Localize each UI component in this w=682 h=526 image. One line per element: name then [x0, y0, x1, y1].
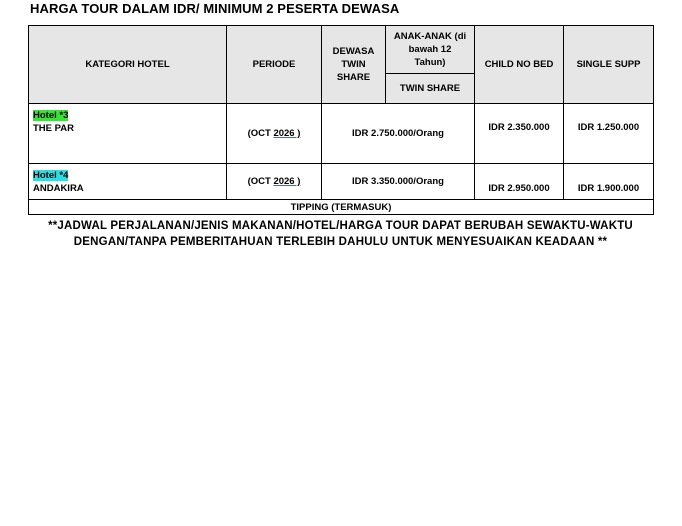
single-supp-price: IDR 1.250.000 — [564, 104, 654, 164]
hotel-cell — [29, 104, 227, 164]
period-prefix: (OCT — [247, 128, 274, 139]
header-anak-twin-share: TWIN SHARE — [386, 74, 475, 104]
twin-share-price: IDR 3.350.000/Orang — [322, 164, 475, 200]
hotel-name: ANDAKIRA — [33, 183, 84, 194]
disclaimer-line-1: **JADWAL PERJALANAN/JENIS MAKANAN/HOTEL/HARGA TOUR DAPAT BERUBAH SEWAKTU-WAKTU — [48, 220, 633, 232]
header-kategori-hotel: KATEGORI HOTEL — [29, 26, 227, 104]
header-child-no-bed: CHILD NO BED — [475, 26, 564, 104]
header-periode: PERIODE — [227, 26, 322, 104]
page-title: HARGA TOUR DALAM IDR/ MINIMUM 2 PESERTA DEWASA — [30, 1, 400, 16]
period-cell — [227, 104, 322, 164]
child-no-bed-price: IDR 2.350.000 — [475, 104, 564, 164]
hotel-category-label: Hotel *3 — [33, 110, 69, 121]
header-anak-text: ANAK-ANAK (di bawah 12 Tahun) — [393, 31, 467, 68]
header-dewasa-twin-share — [322, 26, 386, 104]
period-year: 2026 ) — [273, 176, 301, 187]
hotel-cell — [29, 164, 227, 200]
hotel-category-label: Hotel *4 — [33, 170, 69, 181]
header-dewasa-text: DEWASA TWIN SHARE — [332, 46, 375, 83]
table-row — [29, 164, 654, 200]
tipping-row: TIPPING (TERMASUK) — [29, 200, 654, 215]
single-supp-price: IDR 1.900.000 — [564, 164, 654, 200]
hotel-name: THE PAR — [33, 123, 74, 134]
child-no-bed-price: IDR 2.950.000 — [475, 164, 564, 200]
disclaimer-line-2: DENGAN/TANPA PEMBERITAHUAN TERLEBIH DAHULU UNTUK MENYESUAIKAN KEADAAN ** — [73, 236, 608, 248]
disclaimer-note — [28, 218, 653, 250]
twin-share-price: IDR 2.750.000/Orang — [322, 104, 475, 164]
period-cell — [227, 164, 322, 200]
period-year: 2026 ) — [273, 128, 301, 139]
header-single-supp: SINGLE SUPP — [564, 26, 654, 104]
price-table — [28, 25, 654, 215]
table-row — [29, 104, 654, 164]
period-prefix: (OCT — [247, 176, 274, 187]
header-anak-anak — [386, 26, 475, 74]
